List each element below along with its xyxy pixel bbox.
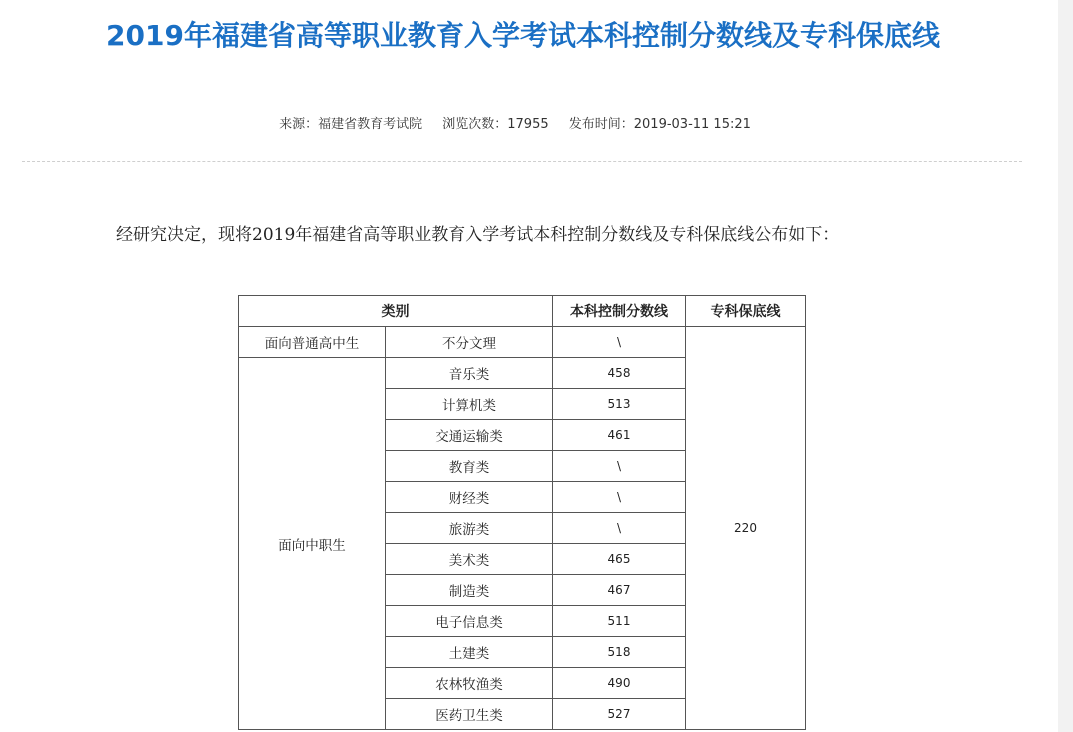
score-cell: \ [553,513,686,544]
score-table [238,295,806,730]
category-cell: 财经类 [386,482,553,513]
meta-views: 浏览次数：17955 [442,117,549,132]
score-cell: 467 [553,575,686,606]
score-cell: 490 [553,668,686,699]
category-cell: 医药卫生类 [386,699,553,730]
category-cell: 电子信息类 [386,606,553,637]
divider [22,161,1022,162]
table-header-row [239,296,806,327]
category-cell: 不分文理 [386,327,553,358]
header-junior-floor: 专科保底线 [686,296,806,327]
score-cell: \ [553,482,686,513]
score-cell: 527 [553,699,686,730]
score-cell: 461 [553,420,686,451]
category-cell: 音乐类 [386,358,553,389]
header-category: 类别 [239,296,553,327]
group-general: 面向普通高中生 [239,327,386,358]
meta-published: 发布时间：2019-03-11 15:21 [568,117,751,132]
category-cell: 计算机类 [386,389,553,420]
category-cell: 制造类 [386,575,553,606]
score-cell: 465 [553,544,686,575]
junior-floor-cell: 220 [686,327,806,730]
score-cell: 511 [553,606,686,637]
score-cell: 513 [553,389,686,420]
category-cell: 美术类 [386,544,553,575]
category-cell: 教育类 [386,451,553,482]
category-cell: 土建类 [386,637,553,668]
meta-source: 来源：福建省教育考试院 [279,117,423,132]
page-title: 2019年福建省高等职业教育入学考试本科控制分数线及专科保底线 [106,19,940,52]
score-cell: 518 [553,637,686,668]
score-cell: \ [553,327,686,358]
score-cell: \ [553,451,686,482]
article-meta [0,113,1030,132]
category-cell: 交通运输类 [386,420,553,451]
table-row [239,327,806,358]
category-cell: 旅游类 [386,513,553,544]
intro-paragraph: 经研究决定，现将2019年福建省高等职业教育入学考试本科控制分数线及专科保底线公布如下： [116,225,840,245]
group-vocational: 面向中职生 [239,358,386,730]
category-cell: 农林牧渔类 [386,668,553,699]
scrollbar-track[interactable] [1058,0,1073,732]
header-undergrad-line: 本科控制分数线 [553,296,686,327]
score-cell: 458 [553,358,686,389]
